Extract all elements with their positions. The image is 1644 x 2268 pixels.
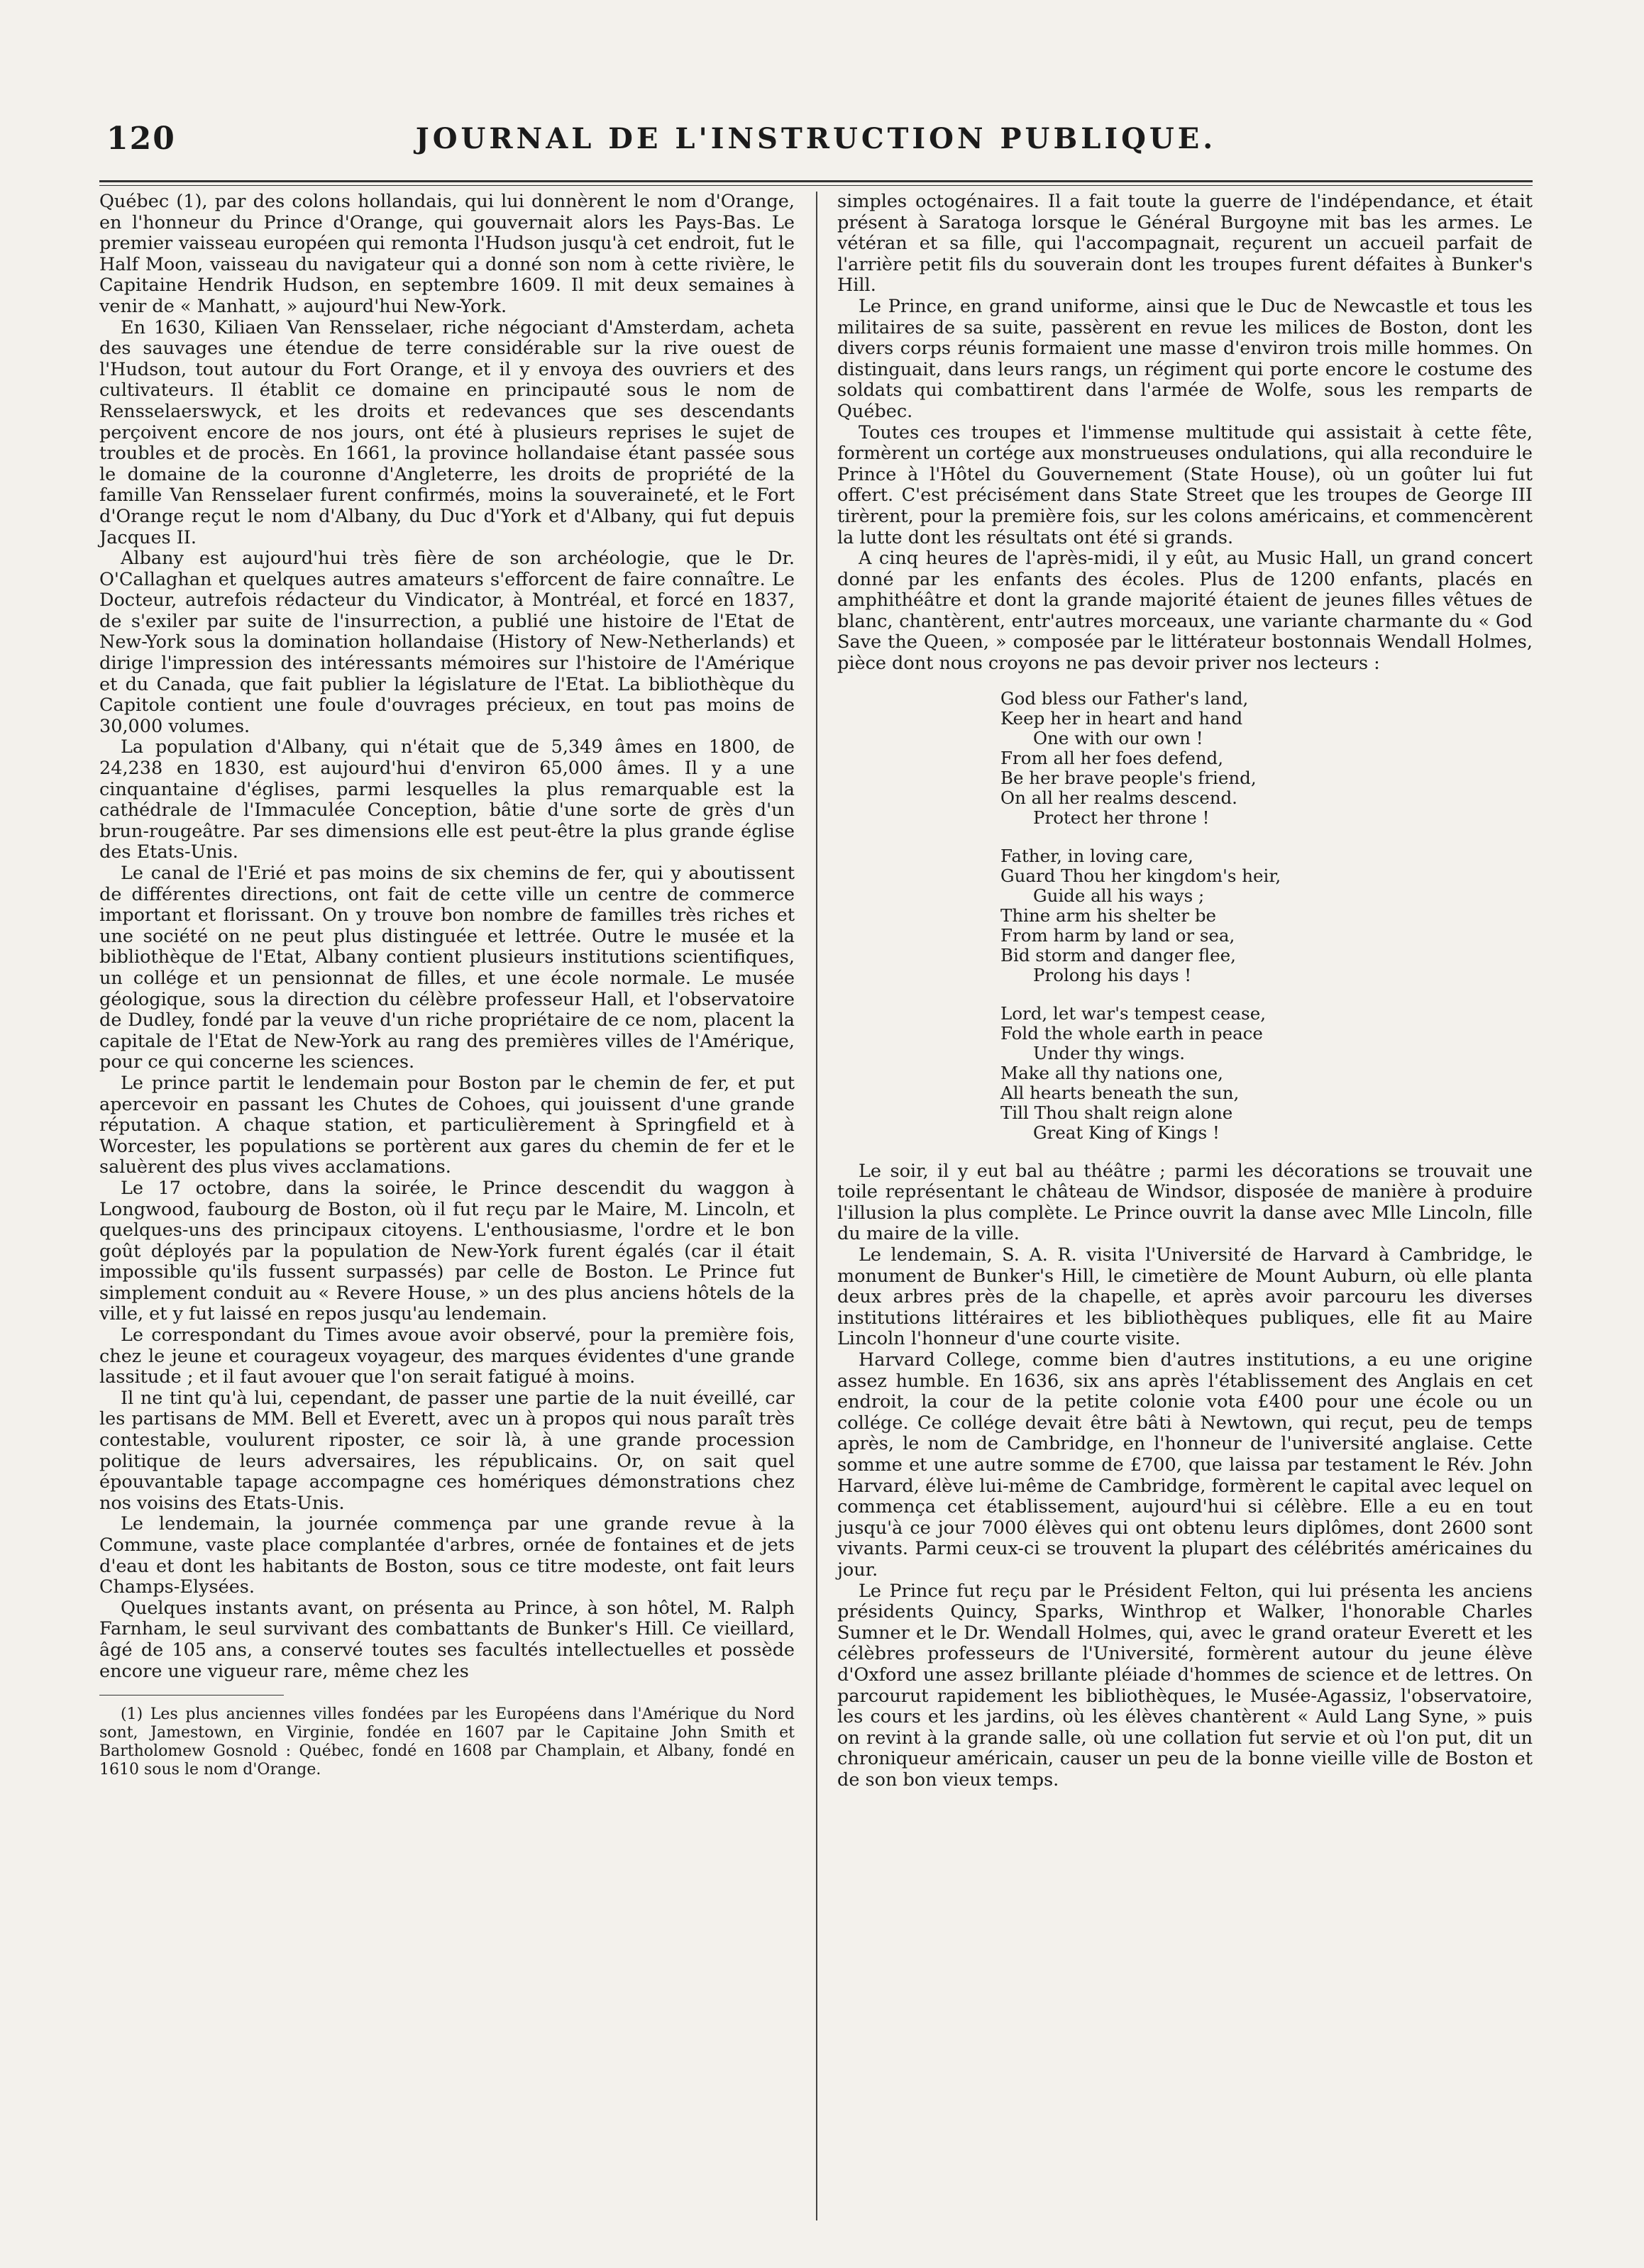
paragraph: Albany est aujourd'hui très fière de son archéologie, que le Dr. O'Callaghan et quelques autres amateurs s'efforcent de faire connaître. Le Docteur, autrefois rédacteur du Vindicator, à Montréal, et forcé en 1837, de s'exiler par suite de l'insurrection, a publié une histoire de l'Etat de New-York sous la domination hollandaise (History of New-Netherlands) et dirige l'impression des intéressants mémoires sur l'histoire de l'Amérique et du Canada, que fait publier la législature de l'Etat. La bibliothèque du Capitole contient une foule d'ouvrages précieux, en tout pas moins de 30,000 volumes. (99, 548, 795, 737)
poem-line: Guide all his ways ; (1033, 885, 1205, 906)
poem-line: Bid storm and danger flee, (1000, 944, 1236, 966)
paragraph: simples octogénaires. Il a fait toute la guerre de l'indépendance, et était présent à Saratoga lorsque le Général Burgoyne mit bas les armes. Le vétéran et sa fille, qui l'accompagnait, reçurent un accueil parfait de l'arrière petit fils du souverain dont les troupes furent défaites à Bunker's Hill. (837, 191, 1533, 297)
poem-line: God bless our Father's land, (1000, 687, 1249, 709)
poem-line: Guard Thou her kingdom's heir, (1000, 865, 1281, 886)
page-header (99, 106, 1533, 177)
footnote-rule (99, 1695, 284, 1696)
poem-line: Keep her in heart and hand (1000, 707, 1243, 729)
paragraph: Québec (1), par des colons hollandais, qui lui donnèrent le nom d'Orange, en l'honneur du Prince d'Orange, qui gouvernait alors les Pays-Bas. Le premier vaisseau européen qui remonta l'Hudson jusqu'à cet endroit, fut le Half Moon, vaisseau du navigateur qui a donné son nom à cette rivière, le Capitaine Hendrik Hudson, en septembre 1609. Il mit deux semaines à venir de « Manhatt, » aujourd'hui New-York. (99, 191, 795, 317)
paragraph: A cinq heures de l'après-midi, il y eût, au Music Hall, un grand concert donné par les enfants des écoles. Plus de 1200 enfants, placés en amphithéâtre et dont la grande majorité étaient de jeunes filles vêtues de blanc, chantèrent, entr'autres morceaux, une variante charmante du « God Save the Queen, » composée par le littérateur bostonnais Wendall Holmes, pièce dont nous croyons ne pas devoir priver nos lecteurs : (837, 548, 1533, 675)
footnote: (1) Les plus anciennes villes fondées par les Européens dans l'Amérique du Nord sont, Jamestown, en Virginie, fondée en 1607 par le Capitaine John Smith et Bartholomew Gosnold : Québec, fondé en 1608 par Champlain, et Albany, fondé en 1610 sous le nom d'Orange. (99, 1705, 795, 1779)
paragraph: Le 17 octobre, dans la soirée, le Prince descendit du waggon à Longwood, faubourg de Boston, où il fut reçu par le Maire, M. Lincoln, et quelques-uns des principaux citoyens. L'enthousiasme, l'ordre et le bon goût déployés par la population de New-York furent égalés (car il était impossible qu'ils fussent surpassés) par celle de Boston. Le Prince fut simplement conduit au « Revere House, » un des plus anciens hôtels de la ville, et y fut laissé en repos jusqu'au lendemain. (99, 1177, 795, 1325)
paragraph: Quelques instants avant, on présenta au Prince, à son hôtel, M. Ralph Farnham, le seul survivant des combattants de Bunker's Hill. Ce vieillard, âgé de 105 ans, a conservé toutes ses facultés intellectuelles et possède encore une vigueur rare, même chez les (99, 1597, 795, 1682)
poem-line: Make all thy nations one, (1000, 1062, 1223, 1083)
poem-line: Thine arm his shelter be (1000, 905, 1217, 926)
paragraph: La population d'Albany, qui n'était que de 5,349 âmes en 1800, de 24,238 en 1830, est aujourd'hui d'environ 65,000 âmes. Il y a une cinquantaine d'églises, parmi lesquelles la plus remarquable est la cathédrale de l'Immaculée Conception, bâtie d'une sorte de grès d'un brun-rougeâtre. Par ses dimensions elle est peut-être la plus grande église des Etats-Unis. (99, 736, 795, 863)
paragraph: Il ne tint qu'à lui, cependant, de passer une partie de la nuit éveillé, car les partisans de MM. Bell et Everett, avec un à propos qui nous paraît très contestable, voulurent riposter, ce soir là, à une grande procession politique de leurs adversaires, les républicains. Or, on sait quel épouvantable tapage accompagne ces homériques démonstrations chez nos voisins des Etats-Unis. (99, 1387, 795, 1514)
poem-line: One with our own ! (1033, 727, 1203, 748)
paragraph: Le soir, il y eut bal au théâtre ; parmi les décorations se trouvait une toile représentant le château de Windsor, disposée de manière à produire l'illusion la plus complète. Le Prince ouvrit la danse avec Mlle Lincoln, fille du maire de la ville. (837, 1160, 1533, 1245)
poem-line: Fold the whole earth in peace (1000, 1022, 1263, 1044)
poem-line: Under thy wings. (1033, 1042, 1185, 1063)
left-column (99, 192, 795, 1779)
header-rule (99, 180, 1533, 186)
poem-stanza (1000, 1004, 1533, 1143)
poem-line: From harm by land or sea, (1000, 924, 1235, 946)
paragraph: Le correspondant du Times avoue avoir observé, pour la première fois, chez le jeune et courageux voyageur, des marques évidentes d'une grande lassitude ; et il faut avouer que l'on serait fatigué à moins. (99, 1324, 795, 1388)
paragraph: Le lendemain, la journée commença par une grande revue à la Commune, vaste place complantée d'arbres, ornée de fontaines et de jets d'eau et dont les habitants de Boston, sous ce titre modeste, ont fait leurs Champs-Elysées. (99, 1513, 795, 1598)
paragraph: Le prince partit le lendemain pour Boston par le chemin de fer, et put apercevoir en passant les Chutes de Cohoes, qui jouissent d'une grande réputation. A chaque station, et particulièrement à Springfield et à Worcester, les populations se portèrent aux gares du chemin de fer et le saluèrent des plus vives acclamations. (99, 1072, 795, 1178)
text-columns (99, 192, 1533, 2220)
poem-line: Great King of Kings ! (1033, 1122, 1220, 1143)
right-column (837, 192, 1533, 1791)
page-number: 120 (106, 121, 176, 157)
poem-line: Protect her throne ! (1033, 807, 1210, 828)
poem-line: Be her brave people's friend, (1000, 767, 1257, 788)
paragraph: Le canal de l'Erié et pas moins de six chemins de fer, qui y aboutissent de différentes directions, ont fait de cette ville un centre de commerce important et florissant. On y trouve bon nombre de familles très riches et une société on ne peut plus distinguée et lettrée. Outre le musée et la bibliothèque de l'Etat, Albany contient plusieurs institutions scientifiques, un collége et un pensionnat de filles, et une école normale. Le musée géologique, sous la direction du célèbre professeur Hall, et l'observatoire de Dudley, fondé par la veuve d'un riche propriétaire de ce nom, placent la capitale de l'Etat de New-York au rang des premières villes de l'Amérique, pour ce qui concerne les sciences. (99, 863, 795, 1073)
poem-line: Till Thou shalt reign alone (1000, 1102, 1233, 1123)
newspaper-page (99, 106, 1533, 2220)
paragraph: En 1630, Kiliaen Van Rensselaer, riche négociant d'Amsterdam, acheta des sauvages une étendue de terre considérable sur la rive ouest de l'Hudson, tout autour du Fort Orange, et il y envoya des ouvriers et des cultivateurs. Il établit ce domaine en principauté sous le nom de Rensselaerswyck, et les droits et redevances que ses descendants perçoivent encore de nos jours, ont été à plusieurs reprises le sujet de troubles et de procès. En 1661, la province hollandaise étant passée sous le domaine de la couronne d'Angleterre, les droits de propriété de la famille Van Rensselaer furent confirmés, moins la souveraineté, et le Fort d'Orange reçut le nom d'Albany, du Duc d'York et d'Albany, qui fut depuis Jacques II. (99, 316, 795, 548)
poem-line: Lord, let war's tempest cease, (1000, 1002, 1266, 1024)
poem-line: On all her realms descend. (1000, 787, 1237, 808)
poem-line: Prolong his days ! (1033, 964, 1192, 985)
paragraph: Toutes ces troupes et l'immense multitude qui assistait à cette fête, formèrent un cortége aux monstrueuses ondulations, qui alla reconduire le Prince à l'Hôtel du Gouvernement (State House), où un goûter lui fut offert. C'est précisément dans State Street que les troupes de George III tirèrent, pour la première fois, sur les colons américains, et commencèrent la lutte dont les résultats ont été si grands. (837, 421, 1533, 548)
poem-line: All hearts beneath the sun, (1000, 1082, 1240, 1103)
poem-line: From all her foes defend, (1000, 747, 1224, 768)
paragraph: Le Prince, en grand uniforme, ainsi que le Duc de Newcastle et tous les militaires de sa suite, passèrent en revue les milices de Boston, dont les divers corps réunis formaient une masse d'environ trois mille hommes. On distinguait, dans leurs rangs, un régiment qui porte encore le costume des soldats qui combattirent dans l'armée de Wolfe, sous les remparts de Québec. (837, 295, 1533, 422)
poem-line: Father, in loving care, (1000, 845, 1193, 866)
paragraph: Le lendemain, S. A. R. visita l'Université de Harvard à Cambridge, le monument de Bunker's Hill, le cimetière de Mount Auburn, où elle planta deux arbres près de la chapelle, et après avoir parcouru les diverses institutions littéraires et les bibliothèques publiques, elle fit au Maire Lincoln l'honneur d'une courte visite. (837, 1244, 1533, 1350)
paragraph: Harvard College, comme bien d'autres institutions, a eu une origine assez humble. En 1636, six ans après l'établissement des Anglais en cet endroit, la cour de la petite colonie vota £400 pour une école ou un collége. Ce collége devait être bâti à Newtown, qui reçut, peu de temps après, le nom de Cambridge, en l'honneur de l'université anglaise. Cette somme et une autre somme de £700, que laissa par testament le Rév. John Harvard, élève lui-même de Cambridge, formèrent le capital avec lequel on commença cet établissement, aujourd'hui si célèbre. Elle a eu en tout jusqu'à ce jour 7000 élèves qui ont obtenu leurs diplômes, dont 2600 sont vivants. Parmi ceux-ci se trouvent la plupart des célébrités américaines du jour. (837, 1349, 1533, 1581)
journal-title: JOURNAL DE L'INSTRUCTION PUBLIQUE. (415, 122, 1217, 155)
paragraph: Le Prince fut reçu par le Président Felton, qui lui présenta les anciens présidents Quincy, Sparks, Winthrop et Walker, l'honorable Charles Sumner et le Dr. Wendall Holmes, qui, avec le grand orateur Everett et les célèbres professeurs de l'Université, formèrent autour du jeune élève d'Oxford une assez brillante pléiade d'hommes de science et de lettres. On parcourut rapidement les bibliothèques, le Musée-Agassiz, l'observatoire, les cours et les jardins, où les élèves chantèrent « Auld Lang Syne, » puis on revint à la grande salle, où une collation fut servie et où l'on put, dit un chroniqueur américain, causer un peu de la bonne vieille ville de Boston et de son bon vieux temps. (837, 1580, 1533, 1791)
poem (1000, 689, 1533, 1143)
column-divider (816, 192, 817, 2220)
poem-stanza (1000, 846, 1533, 985)
poem-stanza (1000, 689, 1533, 828)
